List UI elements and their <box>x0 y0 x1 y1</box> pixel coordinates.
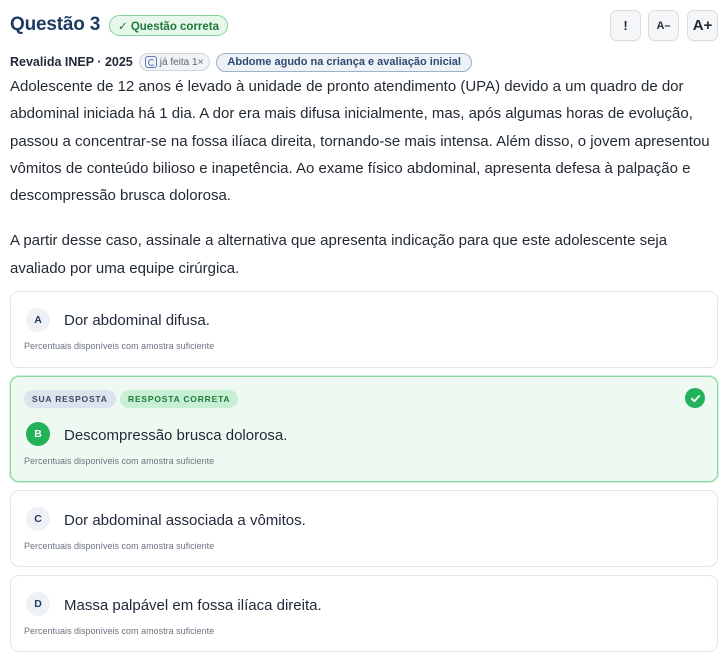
report-button[interactable]: ! <box>610 10 641 41</box>
alternative-note: Percentuais disponíveis com amostra suficiente <box>24 456 215 466</box>
alternative-letter: B <box>26 422 50 446</box>
alternative-letter: D <box>26 592 50 616</box>
alternative-letter: C <box>26 507 50 531</box>
alternative-text: Dor abdominal difusa. <box>64 312 210 329</box>
alternative-note: Percentuais disponíveis com amostra suficiente <box>24 341 215 351</box>
alternative-text: Massa palpável em fossa ilíaca direita. <box>64 597 322 614</box>
alternative-b[interactable] <box>10 376 718 482</box>
check-circle-icon <box>685 388 705 408</box>
font-increase-button[interactable]: A+ <box>687 10 718 41</box>
font-decrease-button[interactable]: A– <box>648 10 679 41</box>
stem-question: A partir desse caso, assinale a alternativa que apresenta indicação para que este adolescente seja avaliado por uma equipe cirúrgica. <box>10 232 668 277</box>
stem-paragraph: Adolescente de 12 anos é levado à unidade de pronto atendimento (UPA) devido a um quadro de dor abdominal iniciada há 1 dia. A dor era mais difusa inicialmente, mas, após algumas horas de evolução, passou a concentrar-se na fossa ilíaca direita, tornando-se mais intensa. Além disso, o jovem apresentou vômitos de conteúdo bilioso e inapetência. Ao exame físico abdominal, apresenta defesa à palpação e descompressão brusca dolorosa. <box>10 78 710 205</box>
alternative-text: Descompressão brusca dolorosa. <box>64 427 288 444</box>
alternative-text: Dor abdominal associada a vômitos. <box>64 512 306 529</box>
retry-icon <box>145 56 157 68</box>
alternative-a[interactable] <box>10 291 718 368</box>
question-header <box>10 10 718 42</box>
alternative-c[interactable] <box>10 490 718 567</box>
topic-badge[interactable]: Abdome agudo na criança e avaliação inicial <box>216 53 472 72</box>
done-badge-label: já feita 1× <box>159 56 204 68</box>
correct-answer-tag: RESPOSTA CORRETA <box>120 390 238 408</box>
done-badge <box>139 53 211 71</box>
your-answer-tag: SUA RESPOSTA <box>24 390 116 408</box>
question-title: Questão 3 <box>10 14 101 35</box>
exam-source: Revalida INEP · 2025 <box>10 55 133 69</box>
question-stem <box>10 73 720 282</box>
question-meta <box>10 52 472 72</box>
alternative-d[interactable] <box>10 575 718 652</box>
alternative-letter: A <box>26 308 50 332</box>
alternative-note: Percentuais disponíveis com amostra suficiente <box>24 626 215 636</box>
alternative-note: Percentuais disponíveis com amostra suficiente <box>24 541 215 551</box>
correct-status-badge: ✓ Questão correta <box>109 15 228 36</box>
